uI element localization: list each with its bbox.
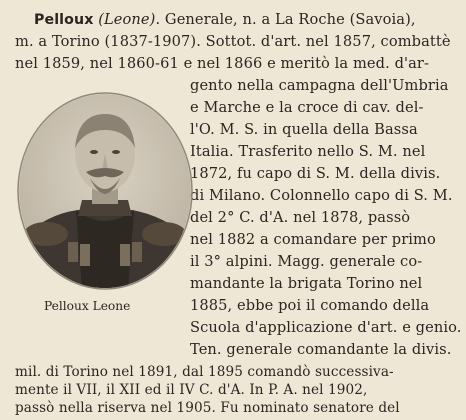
entry-line: 1872, fu capo di S. M. della divis. xyxy=(190,165,441,182)
entry-line: Ten. generale comandante la divis. xyxy=(190,341,452,358)
entry-line: di Milano. Colonnello capo di S. M. xyxy=(190,187,453,204)
entry-line: l'O. M. S. in quella della Bassa xyxy=(190,121,418,138)
entry-line: Scuola d'applicazione d'art. e genio. xyxy=(190,319,462,336)
oval-portrait-icon xyxy=(16,92,194,290)
entry-line-1 xyxy=(34,10,416,30)
entry-line: Italia. Trasferito nello S. M. nel xyxy=(190,143,426,160)
entry-line: passò nella riserva nel 1905. Fu nominato senatore del xyxy=(15,400,400,416)
entry-given-name: (Leone) xyxy=(98,11,156,28)
entry-line: nel 1882 a comandare per primo xyxy=(190,231,436,248)
entry-line: nel 1859, nel 1860-61 e nel 1866 e meritò la med. d'ar- xyxy=(15,55,430,72)
entry-line-1-text: . Generale, n. a La Roche (Savoia), xyxy=(155,11,416,28)
entry-line: m. a Torino (1837-1907). Sottot. d'art. nel 1857, combattè xyxy=(15,33,451,50)
entry-line: del 2° C. d'A. nel 1878, passò xyxy=(190,209,411,226)
entry-line: il 3° alpini. Magg. generale co- xyxy=(190,253,423,270)
entry-name: Pelloux xyxy=(34,12,94,28)
portrait-caption: Pelloux Leone xyxy=(44,299,131,313)
entry-line: e Marche e la croce di cav. del- xyxy=(190,99,424,116)
entry-line: gento nella campagna dell'Umbria xyxy=(190,77,449,94)
entry-line: mandante la brigata Torino nel xyxy=(190,275,423,292)
entry-line: mente il VII, il XII ed il IV C. d'A. In P. A. nel 1902, xyxy=(15,382,368,398)
entry-line: 1885, ebbe poi il comando della xyxy=(190,297,430,314)
entry-line: mil. di Torino nel 1891, dal 1895 comandò successiva- xyxy=(15,364,394,380)
